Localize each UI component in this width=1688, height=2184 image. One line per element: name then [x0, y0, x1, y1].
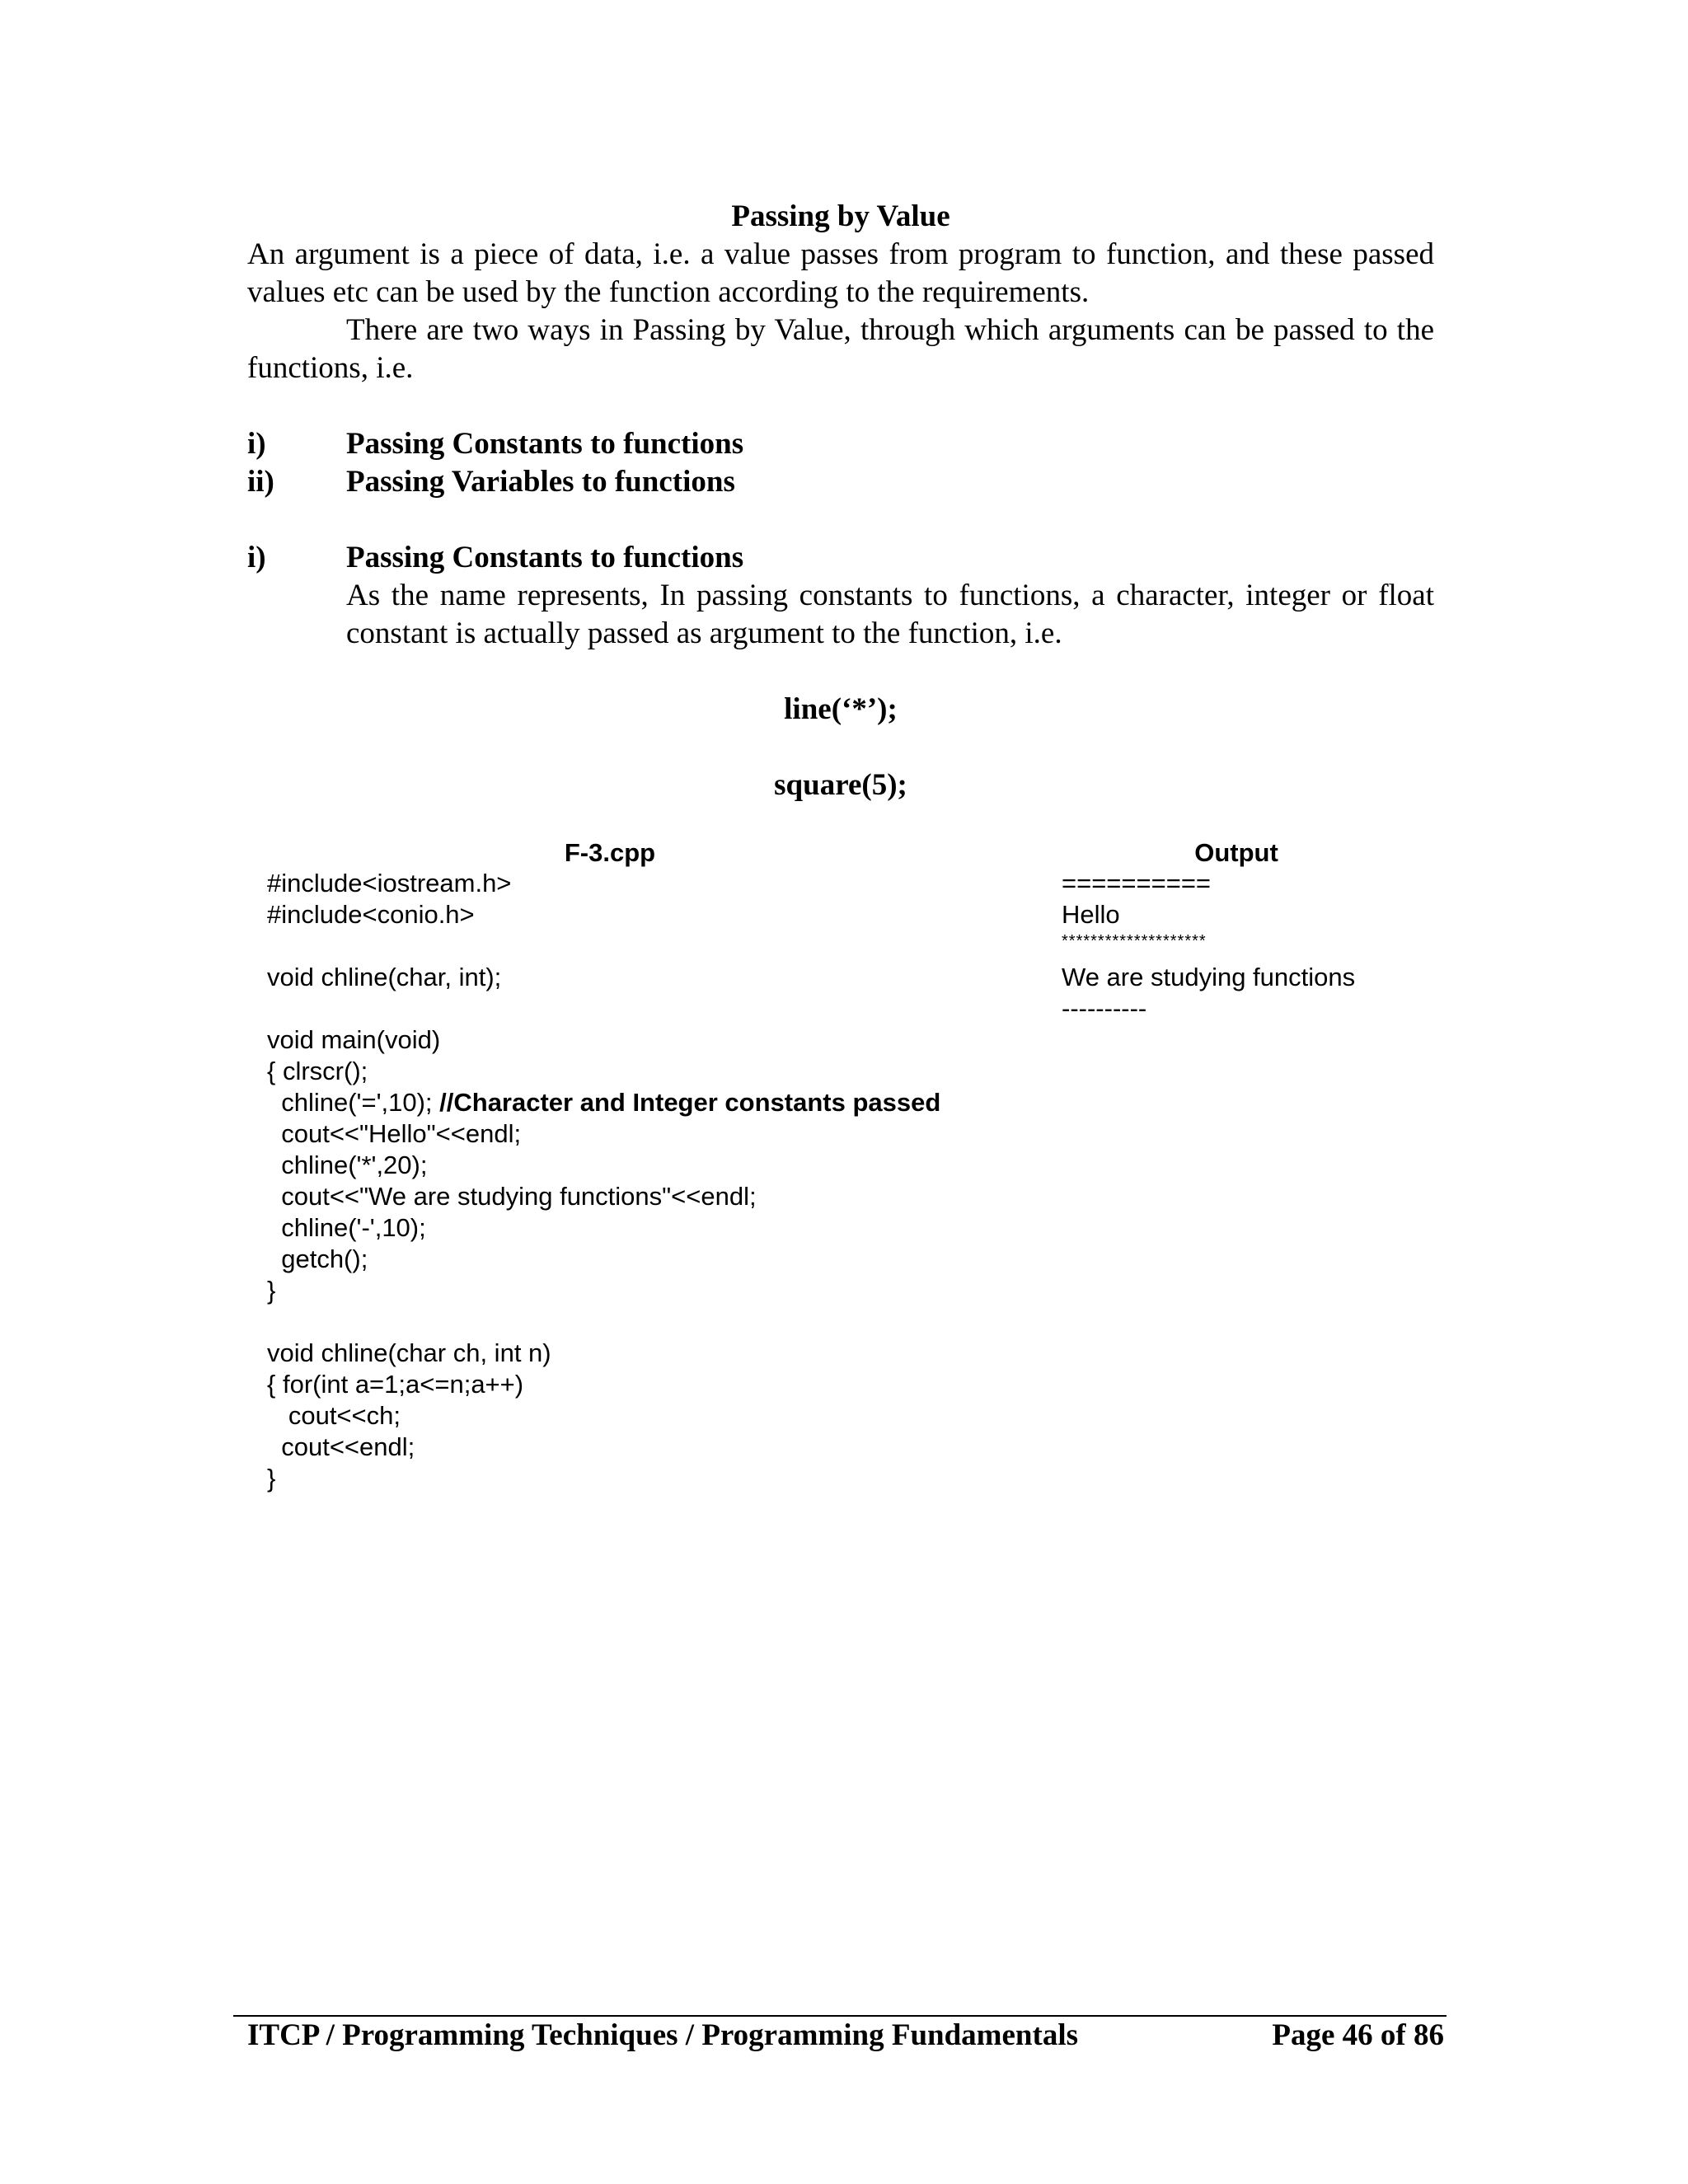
- code-line: [267, 930, 1091, 962]
- code-listing: [267, 868, 1091, 1494]
- code-line: [267, 1306, 1091, 1338]
- output-line: ----------: [1062, 994, 1147, 1023]
- output-heading: Output: [1194, 838, 1278, 867]
- list-item-text: Passing Constants to functions: [346, 427, 744, 461]
- code-line: [267, 993, 1091, 1024]
- subsection-number: i): [247, 541, 266, 574]
- list-item: [247, 463, 1434, 501]
- output-line: Hello: [1062, 900, 1120, 929]
- code-line: #include<iostream.h>: [267, 869, 512, 898]
- list-item: [247, 425, 1434, 463]
- output-line: ==========: [1062, 869, 1212, 898]
- list-item-number: i): [247, 427, 266, 461]
- code-line: cout<<ch;: [267, 1401, 401, 1430]
- code-line: void main(void): [267, 1025, 441, 1054]
- code-line: cout<<"Hello"<<endl;: [267, 1119, 522, 1148]
- section-heading: Passing by Value: [731, 199, 950, 233]
- ways-paragraph-text: There are two ways in Passing by Value, through which arguments can be passed to the functions, i.e.: [247, 313, 1434, 385]
- code-line: void chline(char ch, int n): [267, 1338, 551, 1367]
- footer-page-number: Page 46 of 86: [1272, 2018, 1444, 2052]
- code-line: chline('*',20);: [267, 1151, 428, 1179]
- code-line: }: [267, 1276, 276, 1305]
- example-square-call: square(5);: [774, 768, 907, 802]
- code-line: [267, 1087, 1091, 1118]
- code-comment: //Character and Integer constants passed: [439, 1088, 941, 1117]
- subsection-title: Passing Constants to functions: [346, 541, 744, 574]
- code-line: cout<<endl;: [267, 1432, 415, 1461]
- subsection-body: As the name represents, In passing constants to functions, a character, integer or float constant is actually passed as argument to the function, i.e.: [346, 579, 1434, 650]
- code-line: { for(int a=1;a<=n;a++): [267, 1370, 524, 1399]
- output-line: ********************: [1062, 932, 1207, 950]
- example-line-call: line(‘*’);: [784, 692, 898, 726]
- code-line: #include<conio.h>: [267, 900, 475, 929]
- code-line: chline('-',10);: [267, 1213, 426, 1242]
- footer-course-title: ITCP / Programming Techniques / Programming Fundamentals: [247, 2018, 1078, 2052]
- output-line: We are studying functions: [1062, 963, 1356, 991]
- code-line: cout<<"We are studying functions"<<endl;: [267, 1182, 757, 1211]
- intro-paragraph: An argument is a piece of data, i.e. a value passes from program to function, and these passed values etc can be used by the function according to the requirements.: [247, 237, 1434, 309]
- code-line: getch();: [267, 1244, 368, 1273]
- list-item-text: Passing Variables to functions: [346, 465, 735, 499]
- code-line: }: [267, 1464, 276, 1493]
- subsection-heading: [247, 539, 1434, 577]
- code-line: { clrscr();: [267, 1057, 368, 1085]
- code-line-text: chline('=',10);: [267, 1088, 440, 1117]
- code-filename: F-3.cpp: [564, 838, 656, 867]
- list-item-number: ii): [247, 465, 274, 499]
- code-line: void chline(char, int);: [267, 963, 502, 991]
- ways-paragraph: [247, 312, 1434, 387]
